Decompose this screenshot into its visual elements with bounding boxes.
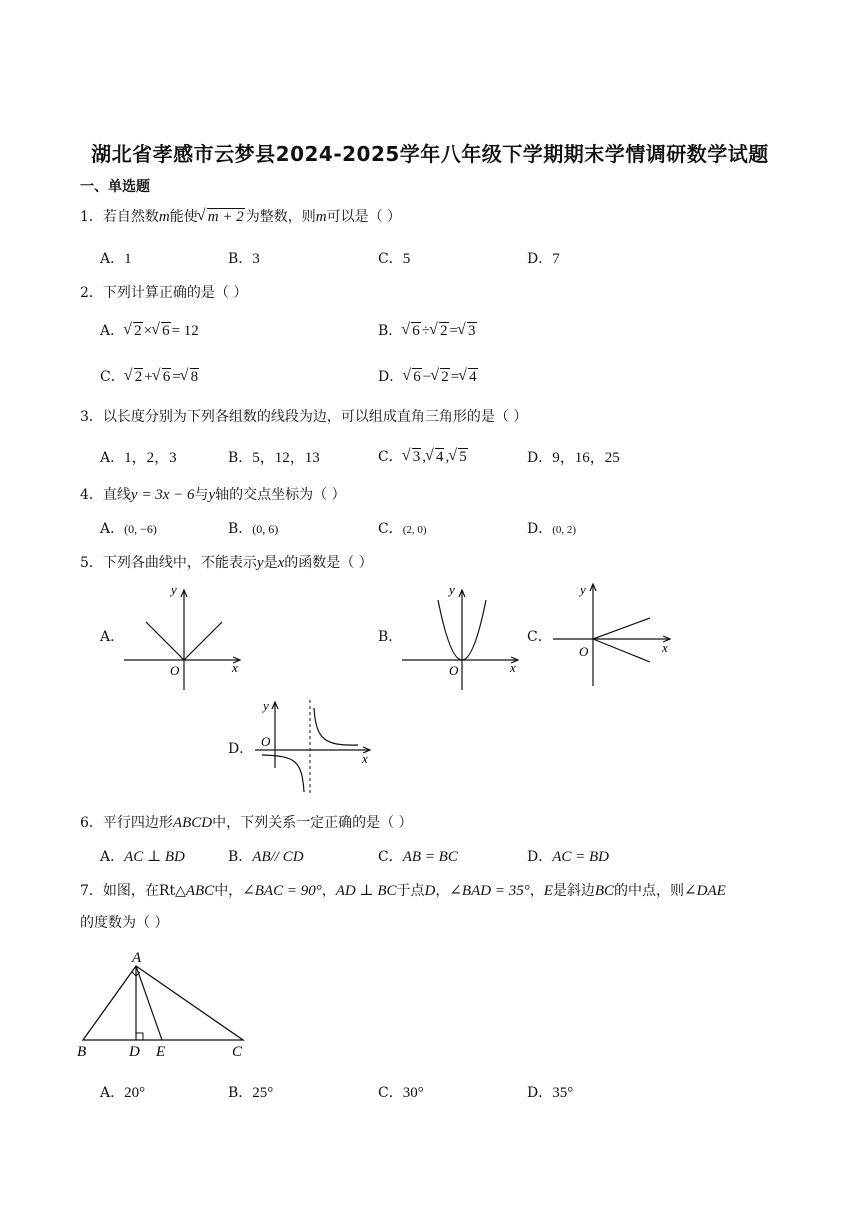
question-5-option-d-label[interactable]: D． xyxy=(228,741,254,757)
origin-label: O xyxy=(261,734,271,749)
origin-label: O xyxy=(579,644,589,659)
x-axis-label: x xyxy=(232,660,238,675)
question-7-option-a[interactable]: A．20° xyxy=(100,1085,146,1101)
question-6-option-d[interactable]: D．AC = BD xyxy=(527,849,610,865)
vertex-b-label: B xyxy=(77,1044,87,1060)
question-2-option-d[interactable]: D．√ 6 −√ 2 =√ 4 xyxy=(378,366,479,386)
hyperbola-right-branch xyxy=(314,708,358,745)
question-5-option-b-label[interactable]: B． xyxy=(378,629,403,645)
graph-d xyxy=(255,698,370,795)
question-2-option-a[interactable]: A．√ 2 ×√ 6 = 12 xyxy=(100,320,199,340)
question-5-option-c-label[interactable]: C． xyxy=(527,629,552,645)
question-4-option-a[interactable]: A．(0, −6) xyxy=(100,521,157,537)
question-3-option-c[interactable]: C．√ 3 ,√ 4 ,√ 5 xyxy=(378,446,469,466)
graph-b xyxy=(402,582,518,690)
question-1-option-b[interactable]: B．3 xyxy=(228,251,260,267)
question-4-option-b[interactable]: B．(0, 6) xyxy=(228,521,279,537)
y-axis-label: y xyxy=(580,582,586,597)
question-1-option-d[interactable]: D．7 xyxy=(527,251,560,267)
question-4-option-d[interactable]: D．(0, 2) xyxy=(527,521,577,537)
x-axis-label: x xyxy=(510,660,516,675)
question-7-option-d[interactable]: D．35° xyxy=(527,1085,574,1101)
triangle-figure xyxy=(77,950,243,1060)
right-angle-mark-d xyxy=(136,1033,143,1040)
lower-ray xyxy=(593,639,650,662)
hyperbola-left-branch xyxy=(262,755,304,792)
vertex-a-label: A xyxy=(132,950,142,966)
origin-label: O xyxy=(449,663,459,678)
question-2-stem: 2．下列计算正确的是（ ） xyxy=(80,285,248,301)
section-heading-single-choice: 一、单选题 xyxy=(80,179,150,195)
y-axis-label: y xyxy=(263,698,269,713)
triangle-abc xyxy=(83,966,243,1040)
question-3-stem: 3．以长度分别为下列各组数的线段为边，可以组成直角三角形的是（ ） xyxy=(80,409,528,425)
point-d-label: D xyxy=(129,1044,140,1060)
question-2-option-c[interactable]: C．√ 2 +√ 6 =√ 8 xyxy=(100,366,200,386)
question-5-option-a-label[interactable]: A． xyxy=(100,629,125,645)
question-3-option-d[interactable]: D．9，16，25 xyxy=(527,450,620,466)
question-6-option-c[interactable]: C．AB = BC xyxy=(378,849,458,865)
origin-label: O xyxy=(170,663,180,678)
question-7-option-b[interactable]: B．25° xyxy=(228,1085,274,1101)
sqrt-expression: √ m + 2 xyxy=(198,209,245,226)
question-7-stem-line2: 的度数为（ ） xyxy=(80,915,169,931)
question-7-option-c[interactable]: C．30° xyxy=(378,1085,424,1101)
y-axis-label: y xyxy=(449,582,455,597)
question-6-option-b[interactable]: B．AB// CD xyxy=(228,849,304,865)
question-4-stem: 4．直线y = 3x − 6与y轴的交点坐标为（ ） xyxy=(80,487,346,503)
question-6-option-a[interactable]: A．AC ⊥ BD xyxy=(100,849,185,865)
question-3-option-a[interactable]: A．1，2，3 xyxy=(100,450,177,466)
question-3-option-b[interactable]: B．5，12，13 xyxy=(228,450,320,466)
question-1-stem: 1．若自然数m能使√ m + 2 为整数，则m可以是（ ） xyxy=(80,206,401,226)
question-5-stem: 5．下列各曲线中，不能表示y是x的函数是（ ） xyxy=(80,555,373,571)
question-1-option-c[interactable]: C．5 xyxy=(378,251,411,267)
question-4-option-c[interactable]: C．(2, 0) xyxy=(378,521,427,537)
point-e-label: E xyxy=(156,1044,166,1060)
question-7-stem-line1: 7．如图，在Rt△ABC中，∠BAC = 90°，AD ⊥ BC于点D，∠BAD = 35°，E是斜边BC的中点，则∠DAE xyxy=(80,883,726,899)
median-ae xyxy=(136,966,162,1040)
page-title: 湖北省孝感市云梦县2024-2025学年八年级下学期期末学情调研数学试题 xyxy=(91,142,769,166)
vertex-c-label: C xyxy=(232,1044,243,1060)
graph-a xyxy=(124,582,240,690)
graph-c xyxy=(553,582,670,686)
y-axis-label: y xyxy=(171,582,177,597)
x-axis-label: x xyxy=(362,751,368,766)
question-1-option-a[interactable]: A．1 xyxy=(100,251,132,267)
question-2-option-b[interactable]: B．√ 6 ÷√ 2 =√ 3 xyxy=(378,320,478,340)
question-6-stem: 6．平行四边形ABCD中，下列关系一定正确的是（ ） xyxy=(80,815,413,831)
upper-ray xyxy=(593,618,650,639)
x-axis-label: x xyxy=(662,640,668,655)
